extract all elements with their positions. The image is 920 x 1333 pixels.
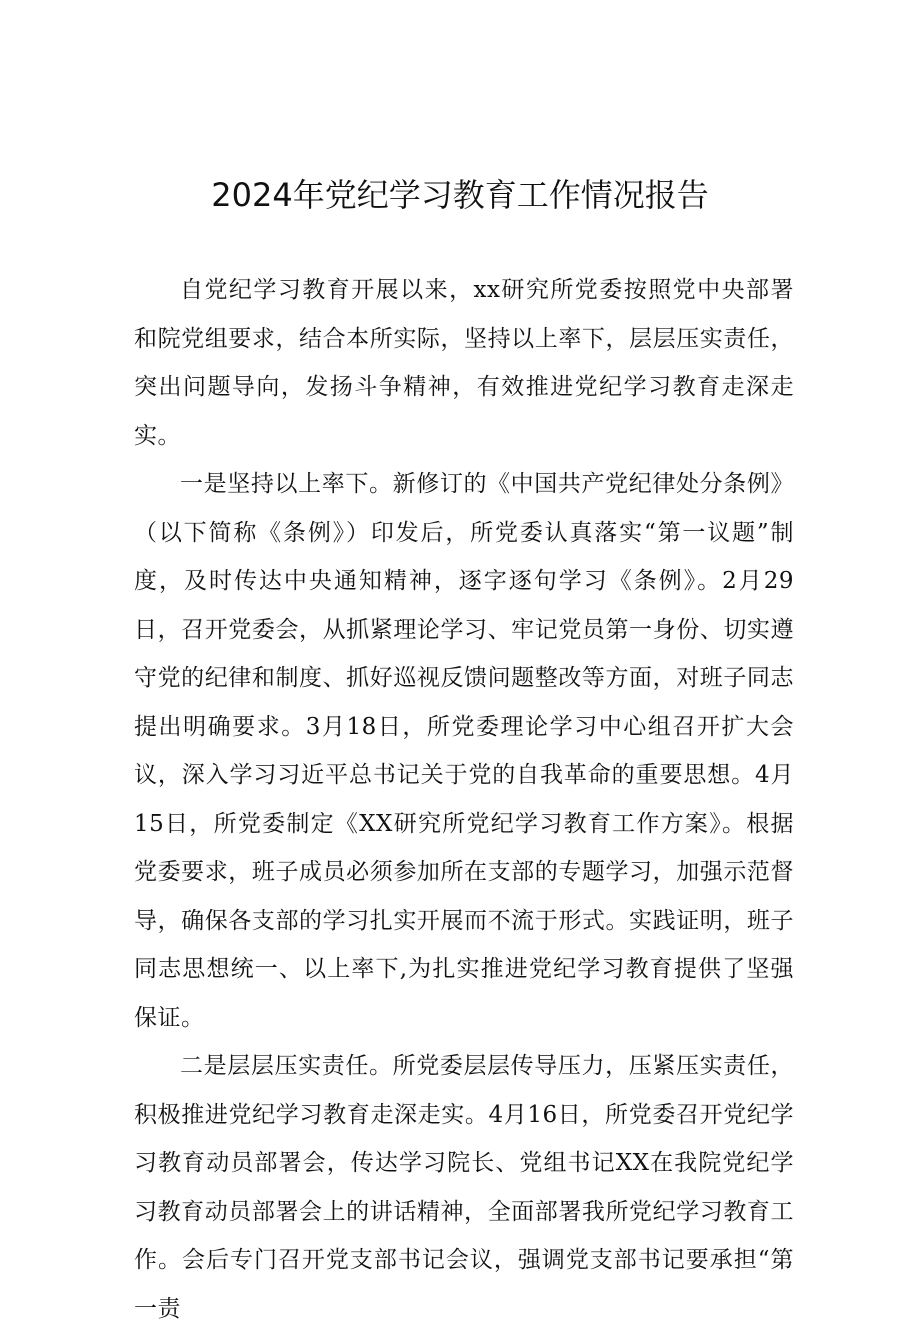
document-title: 2024年党纪学习教育工作情况报告 [211, 176, 709, 214]
paragraph-section-two: 二是层层压实责任。所党委层层传导压力，压紧压实责任，积极推进党纪学习教育走深走实。4月16日，所党委召开党纪学习教育动员部署会，传达学习院长、党组书记XX在我院党纪学习教育动员部署会上的讲话精神，全面部署我所党纪学习教育工作。会后专门召开党支部书记会议，强调党支部书记要承担“第一责 [134, 1053, 794, 1322]
paragraph-intro: 自党纪学习教育开展以来，xx研究所党委按照党中央部署和院党组要求，结合本所实际，坚持以上率下，层层压实责任，突出问题导向，发扬斗争精神，有效推进党纪学习教育走深走实。 [134, 277, 794, 449]
paragraph-section-one: 一是坚持以上率下。新修订的《中国共产党纪律处分条例》（以下简称《条例》）印发后，所党委认真落实“第一议题”制度，及时传达中央通知精神，逐字逐句学习《条例》。2月29日，召开党委会，从抓紧理论学习、牢记党员第一身份、切实遵守党的纪律和制度、抓好巡视反馈问题整改等方面，对班子同志提出明确要求。3月18日，所党委理论学习中心组召开扩大会议，深入学习习近平总书记关于党的自我革命的重要思想。4月15日，所党委制定《XX研究所党纪学习教育工作方案》。根据党委要求，班子成员必须参加所在支部的专题学习，加强示范督导，确保各支部的学习扎实开展而不流于形式。实践证明，班子同志思想统一、以上率下,为扎实推进党纪学习教育提供了坚强保证。 [134, 471, 794, 1031]
document-body [134, 266, 794, 1333]
